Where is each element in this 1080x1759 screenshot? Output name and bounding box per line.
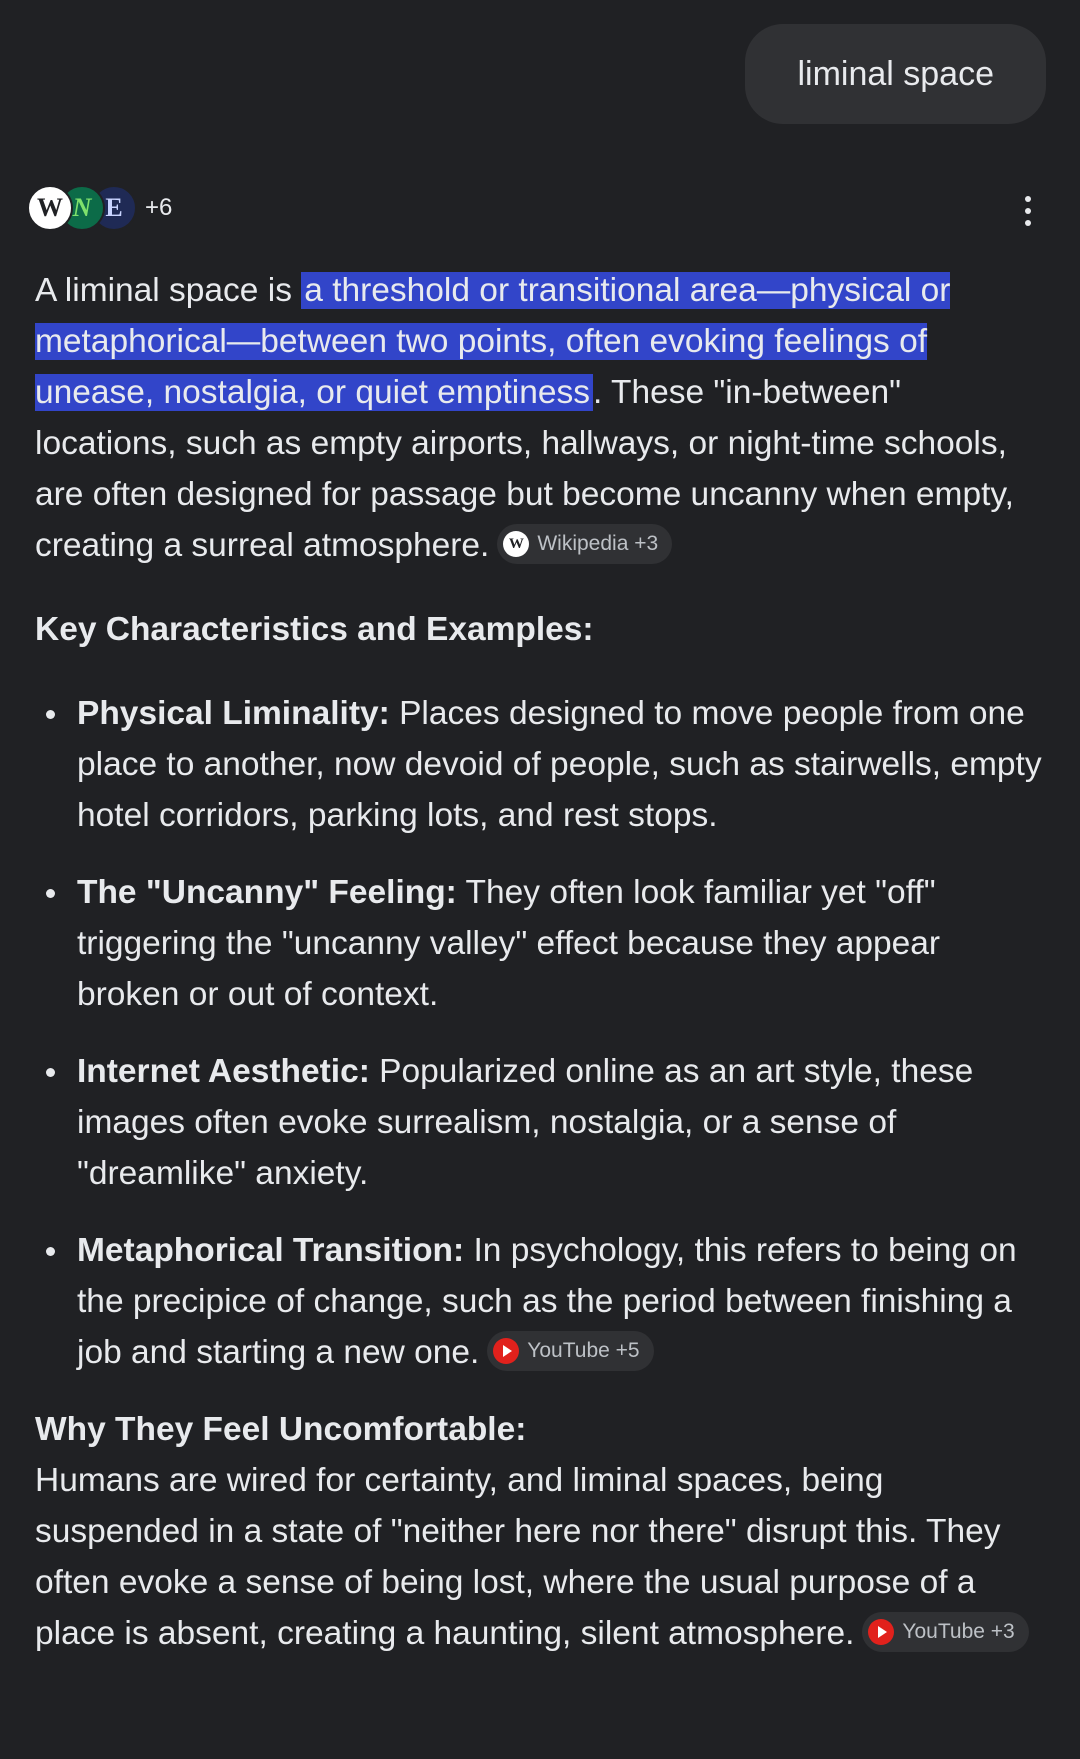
source-n-icon: N	[59, 185, 105, 231]
wikipedia-source-icon: W	[27, 185, 73, 231]
sources-row[interactable]	[27, 185, 172, 231]
list-item	[77, 688, 1045, 841]
point-title: Internet Aesthetic:	[77, 1053, 370, 1090]
chip-label: YouTube +5	[527, 1339, 640, 1363]
answer-content	[35, 265, 1045, 1659]
point-text: They often look familiar yet "off" triggering the "uncanny valley" effect because they appear broken or out of context.	[77, 874, 941, 1013]
point-text: Popularized online as an art style, these images often evoke surrealism, nostalgia, or a sense of "dreamlike" anxiety.	[77, 1053, 974, 1192]
point-title: Metaphorical Transition:	[77, 1232, 465, 1269]
list-item	[77, 1046, 1045, 1199]
sources-count: +6	[145, 194, 173, 221]
intro-suffix: . These "in-between" locations, such as empty airports, hallways, or night-time schools, are often designed for passage but become uncanny when empty, creating a surreal atmosphere.	[35, 374, 1014, 564]
more-options-icon[interactable]	[1022, 196, 1034, 226]
why-uncomfortable-heading: Why They Feel Uncomfortable:	[35, 1411, 527, 1448]
chip-label: Wikipedia +3	[537, 532, 659, 556]
youtube-icon	[868, 1619, 894, 1645]
point-title: The "Uncanny" Feeling:	[77, 874, 457, 911]
wikipedia-icon: W	[503, 531, 529, 557]
characteristics-list	[35, 688, 1045, 1378]
intro-paragraph	[35, 265, 1045, 571]
intro-prefix: A liminal space is	[35, 272, 302, 309]
chip-label: YouTube +3	[902, 1620, 1015, 1644]
wikipedia-citation-chip[interactable]	[497, 524, 672, 564]
key-characteristics-heading: Key Characteristics and Examples:	[35, 611, 594, 648]
intro-highlight: a threshold or transitional area—physical or metaphorical—between two points, often evoking feelings of unease, nostalgia, or quiet emptiness	[35, 272, 951, 411]
list-item	[77, 1225, 1045, 1378]
youtube-citation-chip[interactable]	[487, 1331, 653, 1371]
why-paragraph	[35, 1455, 1045, 1659]
youtube-citation-chip[interactable]	[862, 1612, 1028, 1652]
query-bubble[interactable]	[745, 24, 1046, 124]
point-text: In psychology, this refers to being on the precipice of change, such as the period between finishing a job and starting a new one.	[77, 1232, 1017, 1371]
point-text: Places designed to move people from one place to another, now devoid of people, such as stairwells, empty hotel corridors, parking lots, and rest stops.	[77, 695, 1042, 834]
youtube-icon	[493, 1338, 519, 1364]
point-title: Physical Liminality:	[77, 695, 390, 732]
why-text: Humans are wired for certainty, and liminal spaces, being suspended in a state of "neither here nor there" disrupt this. They often evoke a sense of being lost, where the usual purpose of a place is absent, creating a haunting, silent atmosphere.	[35, 1462, 1001, 1652]
source-e-icon: E	[91, 185, 137, 231]
list-item	[77, 867, 1045, 1020]
query-text: liminal space	[797, 54, 994, 93]
